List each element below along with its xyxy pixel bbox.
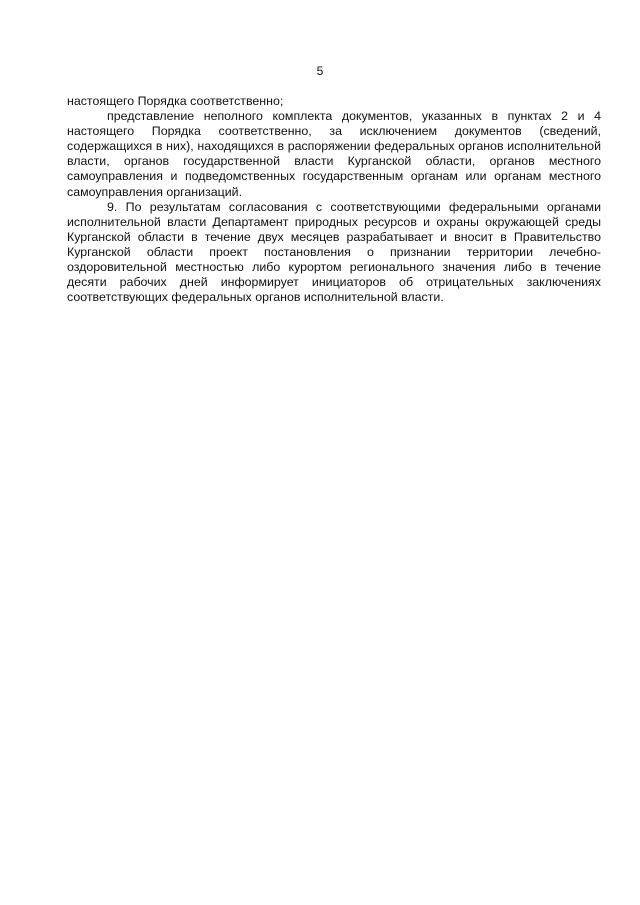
page-number: 5 (316, 64, 324, 78)
document-body (67, 94, 601, 305)
paragraph-order-reference: настоящего Порядка соответственно; (67, 94, 284, 108)
paragraph-item-9: 9. По результатам согласования с соответствующими федеральными органами исполнительной власти Департамент природных ресурсов и охраны окружающей среды Курганской области в течение двух месяцев разрабатывает и вносит в Правительство Курганской области проект постановления о признании территории лечебно-оздоровительной местностью либо курортом регионального значения либо в течение десяти рабочих дней информирует инициаторов об отрицательных заключениях соответствующих федеральных органов исполнительной власти. (67, 199, 601, 305)
paragraph-incomplete-documents: представление неполного комплекта документов, указанных в пунктах 2 и 4 настоящего Порядка соответственно, за исключением документов (сведений, содержащихся в них), находящихся в распоряжении федеральных органов исполнительной власти, органов государственной власти Курганской области, органов местного самоуправления и подведомственных государственным органам или органам местного самоуправления организаций. (67, 109, 601, 199)
